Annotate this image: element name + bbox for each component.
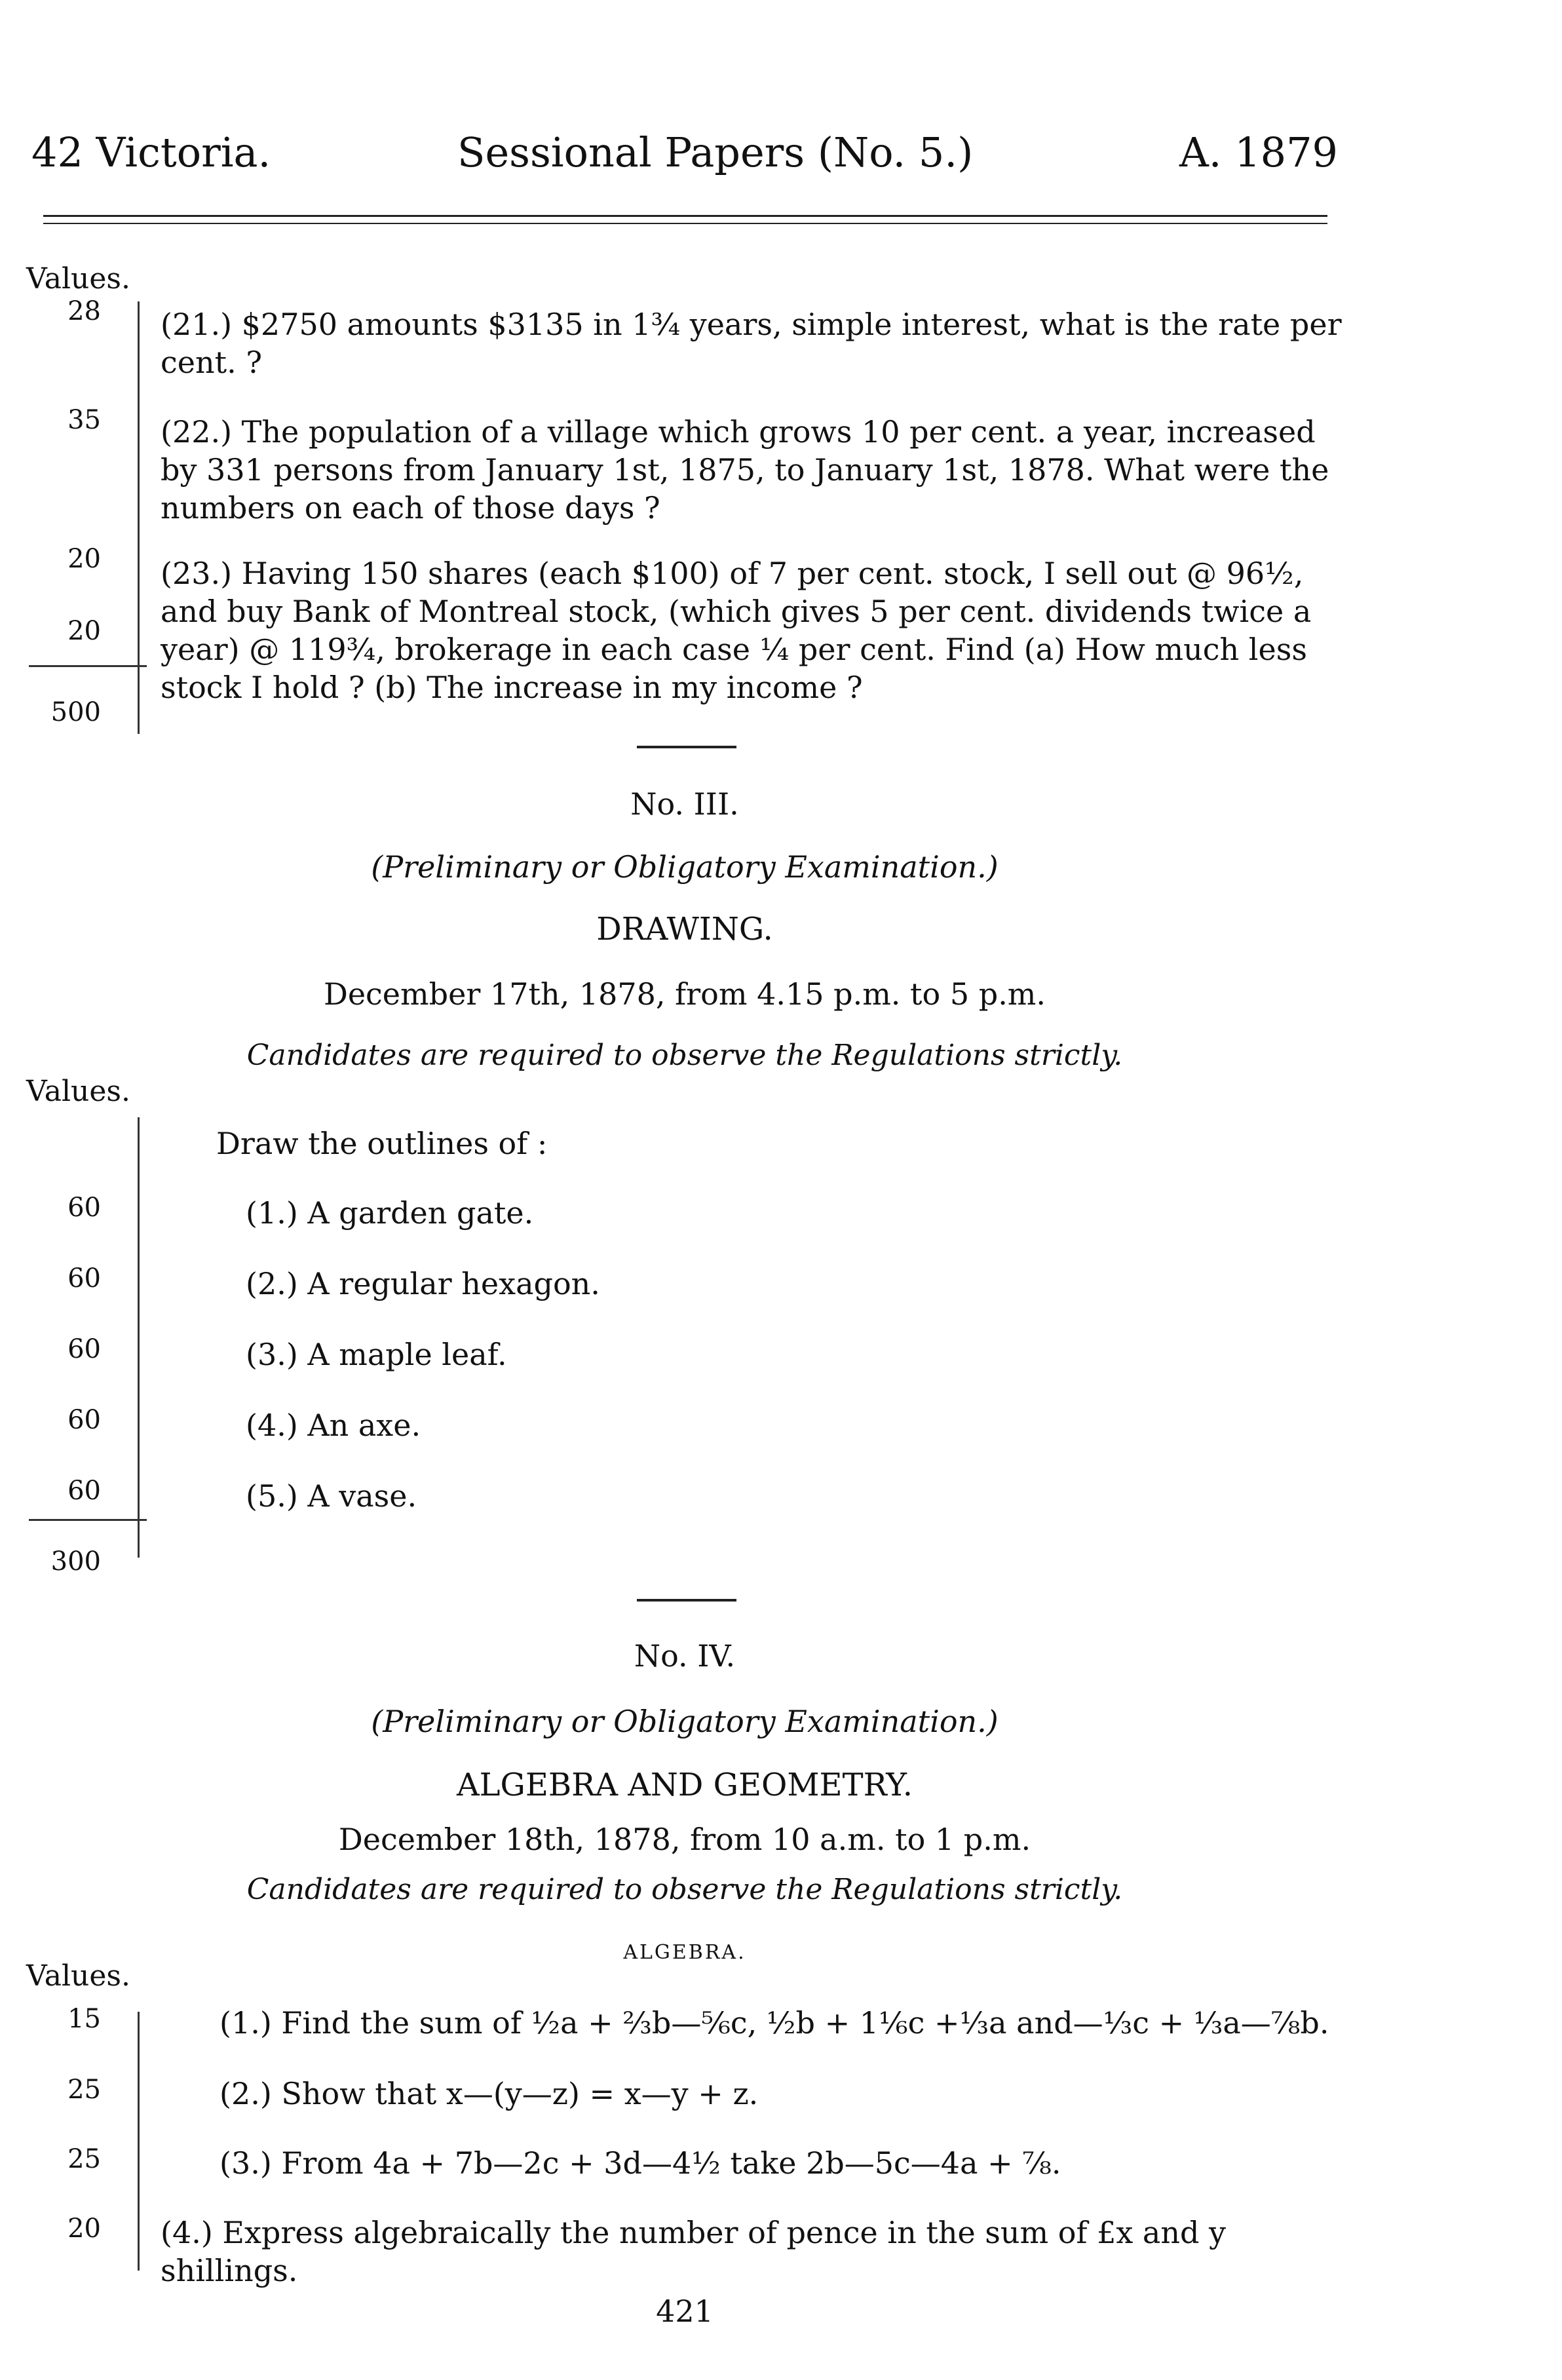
value-cell: 35 bbox=[67, 405, 101, 435]
total-rule bbox=[29, 1519, 147, 1521]
question-21: (21.) $2750 amounts $3135 in 1¾ years, simple interest, what is the rate per cent. ? bbox=[161, 307, 1342, 380]
section-title: ALGEBRA AND GEOMETRY. bbox=[456, 1767, 913, 1803]
values-column-rule bbox=[138, 2012, 140, 2271]
section-date: December 17th, 1878, from 4.15 p.m. to 5 p.m. bbox=[323, 976, 1046, 1012]
value-cell: 60 bbox=[67, 1193, 101, 1223]
value-cell: 25 bbox=[67, 2144, 101, 2174]
drawing-item: (1.) A garden gate. bbox=[246, 1195, 534, 1231]
value-cell: 20 bbox=[67, 544, 101, 574]
values-total: 300 bbox=[50, 1546, 101, 1577]
values-heading: Values. bbox=[26, 1959, 130, 1993]
drawing-item: (5.) A vase. bbox=[246, 1478, 417, 1514]
section-title: DRAWING. bbox=[596, 911, 773, 948]
value-cell: 25 bbox=[67, 2075, 101, 2105]
values-column-rule bbox=[138, 1117, 140, 1558]
values-heading: Values. bbox=[26, 1075, 130, 1108]
section-date: December 18th, 1878, from 10 a.m. to 1 p.m. bbox=[338, 1822, 1031, 1857]
header-rule bbox=[43, 215, 1327, 217]
section-number: No. III. bbox=[630, 786, 739, 822]
algebra-question-1: (1.) Find the sum of ½a + ⅔b—⅚c, ½b + 1⅙c +⅓a and—⅓c + ⅓a—⅞b. bbox=[219, 2005, 1329, 2041]
drawing-item: (2.) A regular hexagon. bbox=[246, 1266, 600, 1301]
values-total: 500 bbox=[50, 697, 101, 727]
section-subheading: ALGEBRA. bbox=[623, 1941, 746, 1964]
section-subtitle: (Preliminary or Obligatory Examination.) bbox=[371, 1704, 999, 1739]
value-cell: 20 bbox=[67, 2214, 101, 2244]
header-volume: 42 Victoria. bbox=[31, 128, 271, 176]
drawing-item: (4.) An axe. bbox=[246, 1408, 421, 1443]
value-cell: 28 bbox=[67, 296, 101, 326]
drawing-intro: Draw the outlines of : bbox=[216, 1126, 548, 1161]
value-cell: 60 bbox=[67, 1334, 101, 1364]
question-22: (22.) The population of a village which grows 10 per cent. a year, increased by 331 persons from January 1st, 1875, to January 1st, 1878. What were the numbers on each of those days ? bbox=[161, 414, 1329, 526]
section-note: Candidates are required to observe the Regulations strictly. bbox=[246, 1873, 1123, 1906]
header-year: A. 1879 bbox=[1179, 128, 1338, 176]
section-subtitle: (Preliminary or Obligatory Examination.) bbox=[371, 849, 999, 885]
header-title: Sessional Papers (No. 5.) bbox=[457, 128, 974, 176]
section-number: No. IV. bbox=[634, 1638, 736, 1674]
algebra-question-3: (3.) From 4a + 7b—2c + 3d—4½ take 2b—5c—4a + ⅞. bbox=[219, 2145, 1061, 2181]
algebra-question-2: (2.) Show that x—(y—z) = x—y + z. bbox=[219, 2076, 759, 2111]
page-number: 421 bbox=[656, 2294, 714, 2329]
total-rule bbox=[29, 665, 147, 667]
value-cell: 60 bbox=[67, 1263, 101, 1294]
values-column-rule bbox=[138, 301, 140, 734]
section-separator bbox=[637, 746, 736, 748]
values-heading: Values. bbox=[26, 262, 130, 296]
value-cell: 60 bbox=[67, 1405, 101, 1435]
drawing-item: (3.) A maple leaf. bbox=[246, 1337, 507, 1372]
value-cell: 20 bbox=[67, 616, 101, 646]
question-23: (23.) Having 150 shares (each $100) of 7 per cent. stock, I sell out @ 96½, and buy Bank of Montreal stock, (which gives 5 per cent. dividends twice a year) @ 119¾, brokerage in each case ¼ per cent. Find (a) How much less stock I hold ? (b) The increase in my income ? bbox=[161, 556, 1312, 705]
header-rule-secondary bbox=[43, 223, 1327, 224]
value-cell: 15 bbox=[67, 2004, 101, 2034]
section-separator bbox=[637, 1599, 736, 1602]
value-cell: 60 bbox=[67, 1476, 101, 1506]
section-note: Candidates are required to observe the Regulations strictly. bbox=[246, 1039, 1123, 1072]
algebra-question-4: (4.) Express algebraically the number of pence in the sum of £x and y shillings. bbox=[161, 2215, 1227, 2288]
